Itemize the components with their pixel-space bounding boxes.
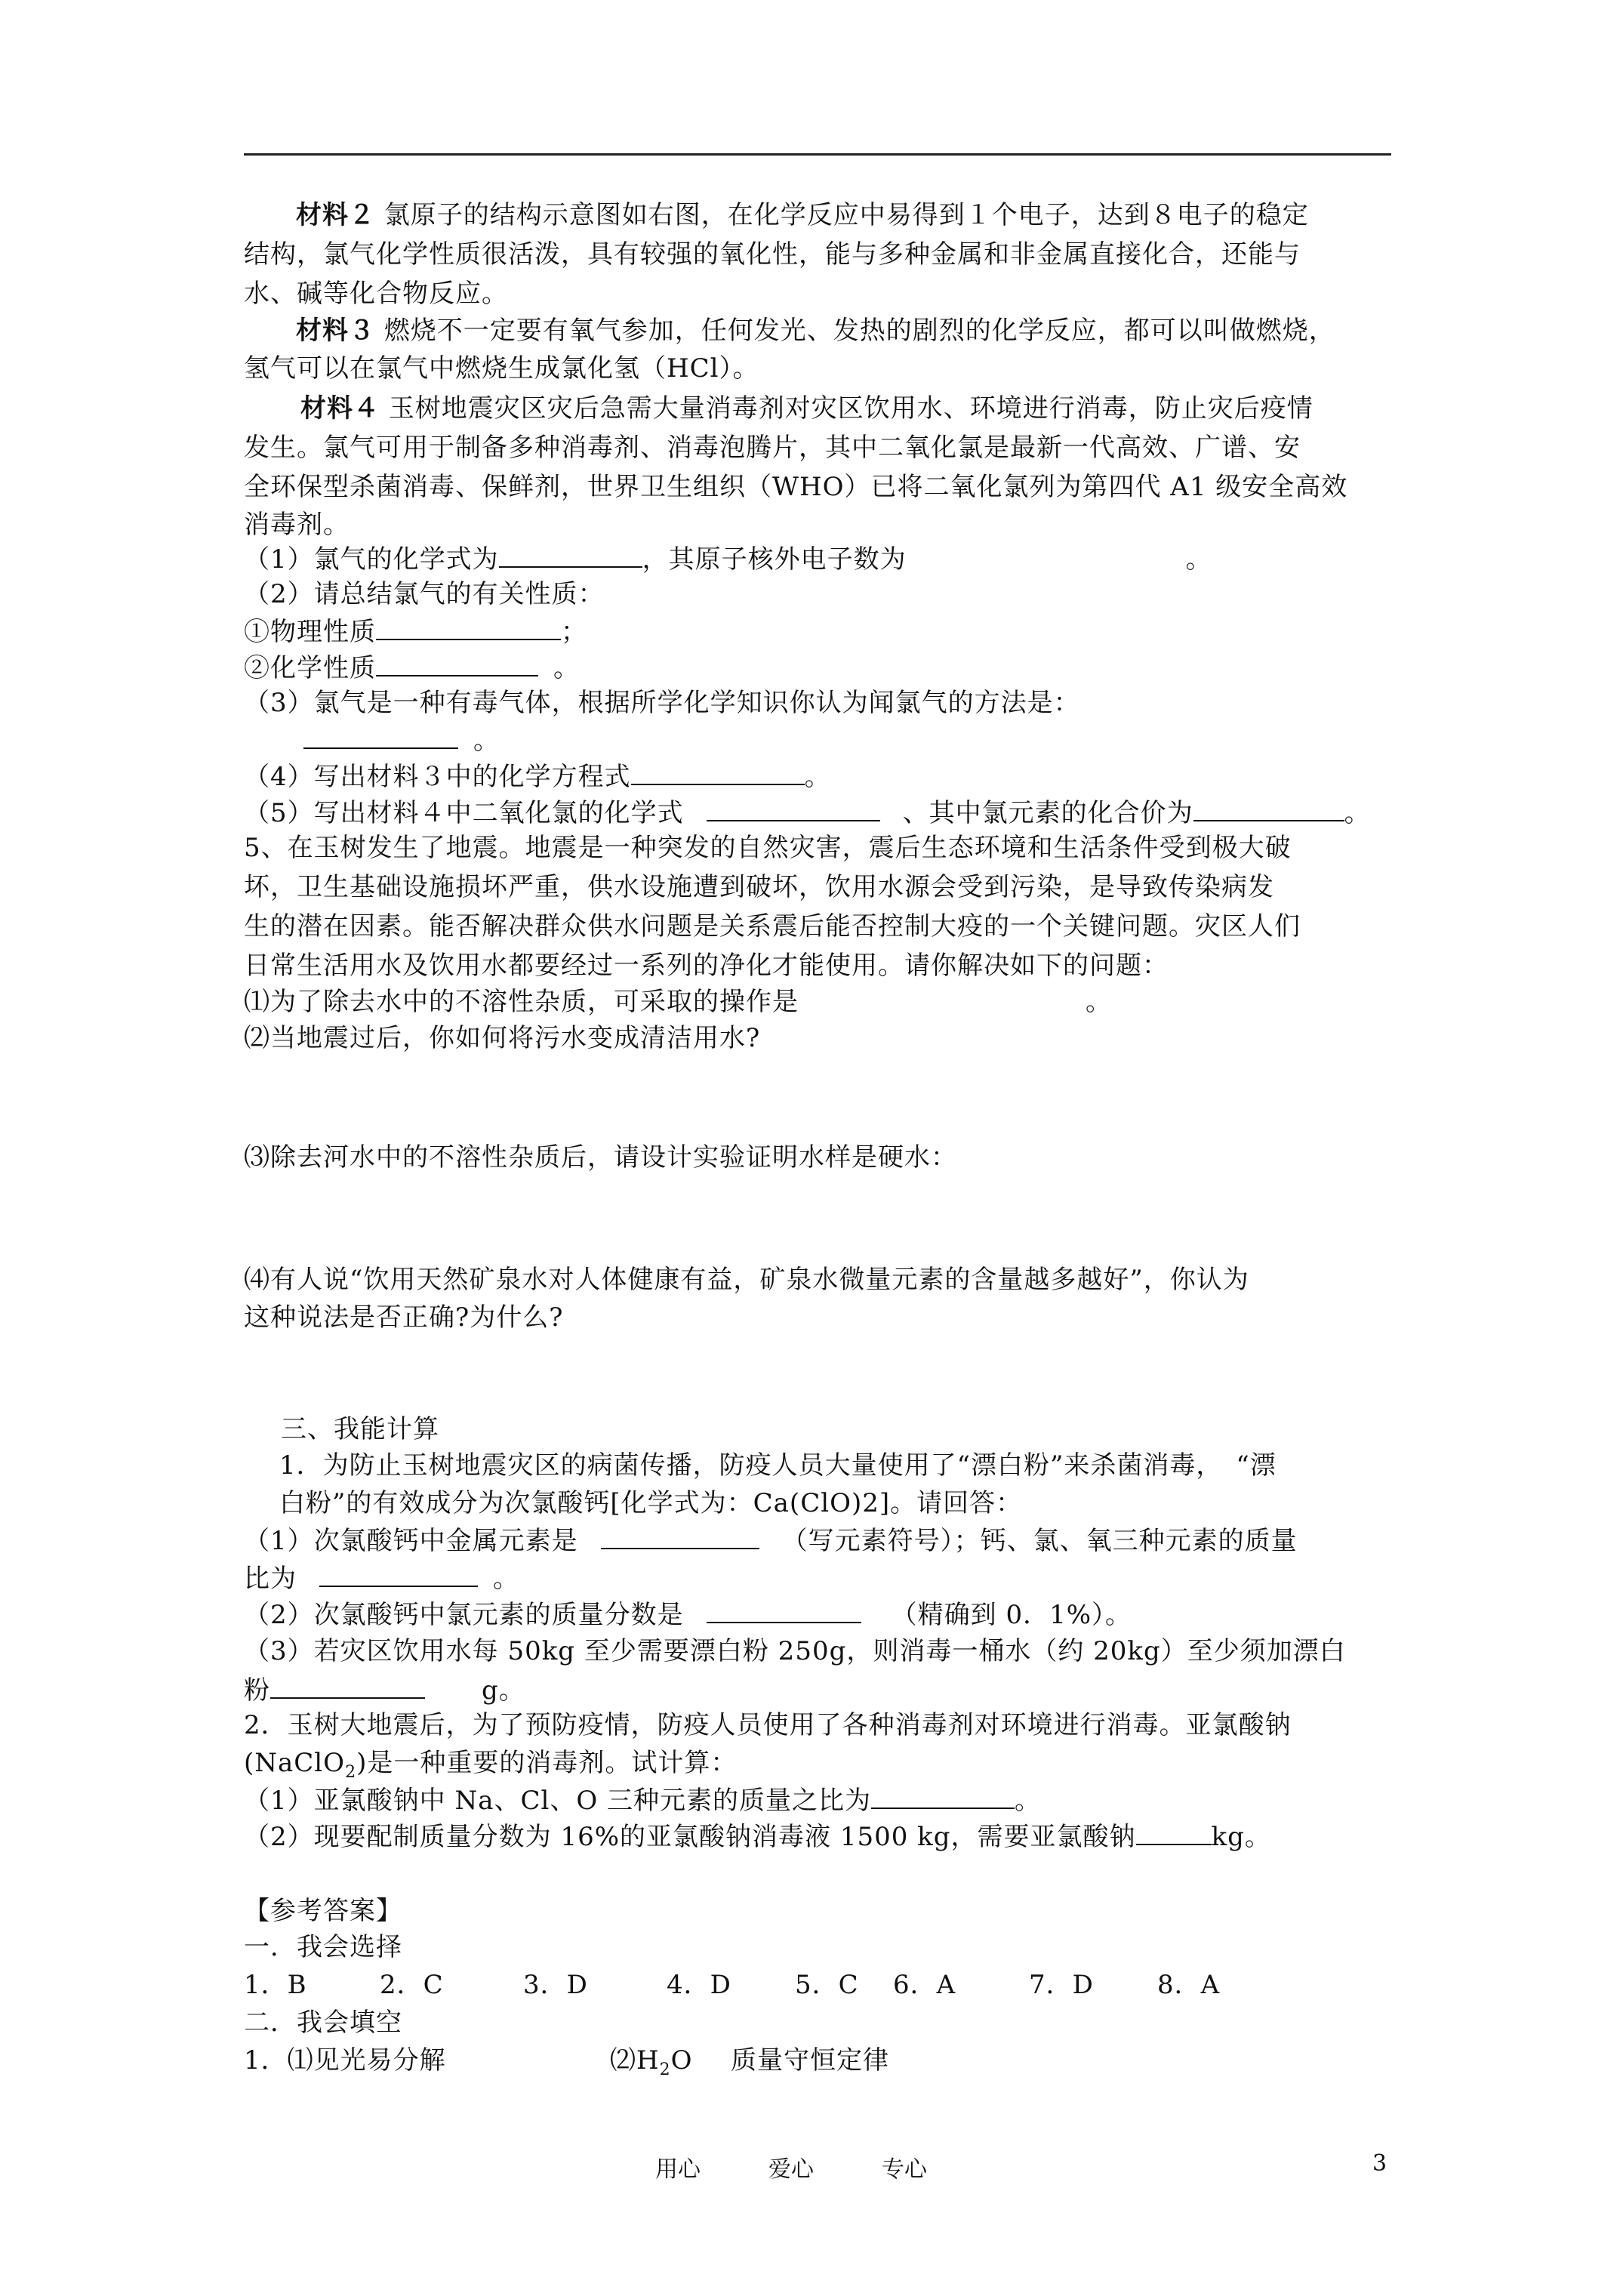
- answer-blank[interactable]: [319, 1560, 478, 1587]
- q5-line3: 生的潜在因素。能否解决群众供水问题是关系震后能否控制大疫的一个关键问题。灾区人们: [244, 911, 1301, 942]
- footer-word: 用心: [655, 2156, 701, 2183]
- question-3-answer: 。: [303, 722, 500, 758]
- choice-answer: 8．A: [1157, 1970, 1221, 2000]
- material4-label: 材料４: [300, 393, 380, 424]
- calc1-q2: （2）次氯酸钙中氯元素的质量分数是 （精确到 0．1%）。: [244, 1596, 1132, 1632]
- answer-blank[interactable]: [631, 758, 805, 785]
- footer-word: 爱心: [768, 2156, 814, 2183]
- q5-sub4-line1: ⑷有人说“饮用天然矿泉水对人体健康有益，矿泉水微量元素的含量越多越好”，你认为: [244, 1265, 1249, 1295]
- answer-blank[interactable]: [1136, 1818, 1212, 1845]
- material2-line3: 水、碱等化合物反应。: [244, 279, 508, 309]
- answer-blank[interactable]: [499, 541, 642, 568]
- material3-line1: 材料３ 燃烧不一定要有氧气参加，任何发光、发热的剧烈的化学反应，都可以叫做燃烧，: [296, 316, 1335, 346]
- answer-blank[interactable]: [707, 1596, 861, 1623]
- material2-label: 材料２: [296, 200, 375, 230]
- material4-line4: 消毒剂。: [244, 510, 350, 540]
- answer-blank[interactable]: [707, 794, 880, 821]
- question-5: （5）写出材料４中二氧化氯的化学式 、其中氯元素的化合价为 。: [244, 794, 1371, 831]
- question-4: （4）写出材料３中的化学方程式 。: [244, 758, 831, 794]
- calc2-line1: 2．玉树大地震后，为了预防疫情，防疫人员使用了各种消毒剂对环境进行消毒。亚氯酸钠: [244, 1710, 1292, 1740]
- page-number: 3: [1372, 2150, 1387, 2177]
- answers-part1: 一．我会选择: [244, 1932, 402, 1962]
- q5-sub3: ⑶除去河水中的不溶性杂质后，请设计实验证明水样是硬水：: [244, 1142, 957, 1173]
- footer-word: 专心: [882, 2156, 927, 2183]
- choice-answer: 7．D: [1029, 1970, 1094, 2000]
- calc2-line2: (NaClO$_2$)是一种重要的消毒剂。试计算：: [244, 1748, 738, 1782]
- material4-line2: 发生。氯气可用于制备多种消毒剂、消毒泡腾片，其中二氧化氯是最新一代高效、广谱、安: [244, 433, 1301, 463]
- material4-line3: 全环保型杀菌消毒、保鲜剂，世界卫生组织（WHO）已将二氧化氯列为第四代 A1 级安全高效: [244, 472, 1348, 502]
- answer-blank[interactable]: [871, 1782, 1015, 1809]
- material2-line2: 结构，氯气化学性质很活泼，具有较强的氧化性，能与多种金属和非金属直接化合，还能与: [244, 239, 1301, 270]
- answer-blank[interactable]: [303, 722, 458, 749]
- answer-blank[interactable]: [601, 1522, 759, 1549]
- calc2-q2: （2）现要配制质量分数为 16%的亚氯酸钠消毒液 1500 kg，需要亚氯酸钠 kg。: [244, 1818, 1271, 1854]
- question-2: （2）请总结氯气的有关性质：: [244, 579, 605, 609]
- answers-choices: [0, 1968, 1623, 2002]
- choice-answer: 1．B: [244, 1970, 307, 2000]
- choice-answer: 6．A: [893, 1970, 956, 2000]
- q5-line1: 5、在玉树发生了地震。地震是一种突发的自然灾害，震后生态环境和生活条件受到极大破: [244, 833, 1292, 863]
- calc1-q1-ratio: 比为 。: [244, 1560, 519, 1596]
- calc1-q1: （1）次氯酸钙中金属元素是 （写元素符号）；钙、氯、氧三种元素的质量: [244, 1522, 1298, 1558]
- q5-line2: 坏，卫生基础设施损坏严重，供水设施遭到破坏，饮用水源会受到污染，是导致传染病发: [244, 872, 1274, 902]
- material3-label: 材料３: [296, 316, 375, 346]
- q5-line4: 日常生活用水及饮用水都要经过一系列的净化才能使用。请你解决如下的问题：: [244, 951, 1169, 981]
- choice-answer: 5．C: [795, 1970, 859, 2000]
- answer-blank[interactable]: [270, 1672, 425, 1699]
- material4-line1: 材料４ 玉树地震灾区灾后急需大量消毒剂对灾区饮用水、环境进行消毒，防止灾后疫情: [300, 393, 1313, 424]
- calc1-q3-answer: 粉 g。: [244, 1672, 525, 1708]
- q5-sub4-line2: 这种说法是否正确?为什么?: [244, 1302, 564, 1333]
- calc1-line2: 白粉”的有效成分为次氯酸钙[化学式为：Ca(ClO)2]。请回答：: [279, 1488, 1023, 1518]
- answer-blank[interactable]: [376, 613, 561, 640]
- choice-answer: 3．D: [523, 1970, 588, 2000]
- calc2-q1: （1）亚氯酸钠中 Na、Cl、O 三种元素的质量之比为 。: [244, 1782, 1041, 1818]
- calc1-line1: 1．为防止玉树地震灾区的病菌传播，防疫人员大量使用了“漂白粉”来杀菌消毒， “漂: [279, 1450, 1277, 1481]
- section3-heading: 三、我能计算: [281, 1414, 439, 1444]
- question-2-physical: ①物理性质 ；: [244, 613, 587, 649]
- answers-heading: 【参考答案】: [244, 1896, 402, 1926]
- calc1-q3: （3）若灾区饮用水每 50kg 至少需要漂白粉 250g，则消毒一桶水（约 20kg）至少须加漂白: [244, 1636, 1346, 1666]
- answer-blank[interactable]: [1193, 794, 1344, 821]
- question-1: （1）氯气的化学式为 ，其原子核外电子数为 。: [244, 541, 1212, 577]
- choice-answer: 2．C: [380, 1970, 444, 2000]
- material2-line1: 材料２ 氯原子的结构示意图如右图，在化学反应中易得到１个电子，达到８电子的稳定: [296, 200, 1309, 230]
- answers-part2: 二．我会填空: [244, 2008, 402, 2038]
- material3-line2: 氢气可以在氯气中燃烧生成氯化氢（HCl）。: [244, 353, 759, 384]
- question-2-chemical: ②化学性质 。: [244, 649, 580, 686]
- header-rule: [244, 153, 1391, 156]
- answers-fill1: 1．⑴见光易分解 $⑵H_2O$ 质量守恒定律: [244, 2045, 889, 2079]
- q5-sub1: ⑴为了除去水中的不溶性杂质，可采取的操作是 。: [244, 987, 1112, 1017]
- q5-sub2: ⑵当地震过后，你如何将污水变成清洁用水?: [244, 1023, 761, 1053]
- choice-answer: 4．D: [667, 1970, 731, 2000]
- question-3: （3）氯气是一种有毒气体，根据所学化学知识你认为闻氯气的方法是：: [244, 688, 1080, 718]
- answer-blank[interactable]: [376, 649, 538, 676]
